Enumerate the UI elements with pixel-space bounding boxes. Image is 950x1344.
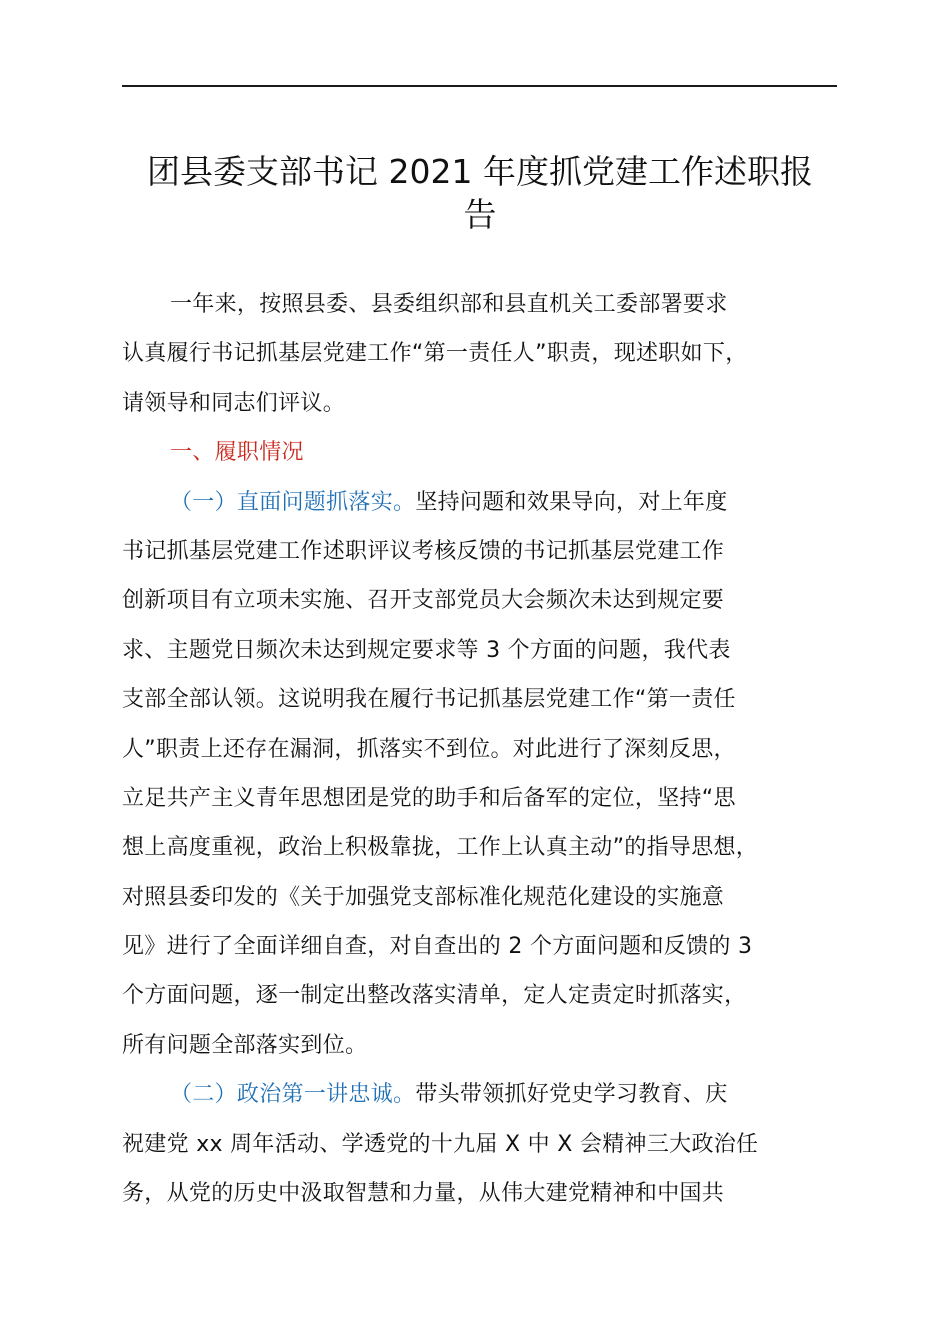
paragraph-line: 书记抓基层党建工作述职评议考核反馈的书记抓基层党建工作 bbox=[122, 538, 725, 564]
subsection-heading: （一）直面问题抓落实。 bbox=[170, 489, 416, 515]
intro-line: 一年来，按照县委、县委组织部和县直机关工委部署要求 bbox=[170, 292, 728, 317]
paragraph-line bbox=[122, 1070, 862, 1119]
section-heading: 一、履职情况 bbox=[170, 440, 304, 466]
paragraph-line: 求、主题党日频次未达到规定要求等 3 个方面的问题，我代表 bbox=[122, 637, 731, 663]
paragraph-line: 对照县委印发的《关于加强党支部标准化规范化建设的实施意 bbox=[122, 884, 725, 910]
document-body bbox=[122, 280, 862, 1218]
paragraph-line: 务，从党的历史中汲取智慧和力量，从伟大建党精神和中国共 bbox=[122, 1181, 725, 1207]
paragraph-line: 立足共产主义青年思想团是党的助手和后备军的定位，坚持“思 bbox=[122, 785, 736, 811]
subsection-heading: （二）政治第一讲忠诚。 bbox=[170, 1082, 416, 1108]
document-title bbox=[100, 150, 860, 236]
paragraph-line bbox=[122, 478, 862, 527]
paragraph-text: 坚持问题和效果导向，对上年度 bbox=[415, 489, 728, 515]
paragraph-line: 创新项目有立项未实施、召开支部党员大会频次未达到规定要 bbox=[122, 588, 725, 614]
paragraph-text: 带头带领抓好党史学习教育、庆 bbox=[415, 1082, 728, 1108]
title-line-2: 告 bbox=[463, 195, 497, 234]
paragraph-line: 见》进行了全面详细自查，对自查出的 2 个方面问题和反馈的 3 bbox=[122, 934, 753, 960]
paragraph-line: 想上高度重视，政治上积极靠拢，工作上认真主动”的指导思想， bbox=[122, 835, 759, 861]
header-rule bbox=[122, 85, 837, 87]
paragraph-line: 支部全部认领。这说明我在履行书记抓基层党建工作“第一责任 bbox=[122, 687, 736, 713]
intro-line: 请领导和同志们评议。 bbox=[122, 390, 346, 416]
paragraph-line: 个方面问题，逐一制定出整改落实清单，定人定责定时抓落实， bbox=[122, 983, 747, 1009]
paragraph-line: 人”职责上还存在漏洞，抓落实不到位。对此进行了深刻反思， bbox=[122, 736, 736, 762]
title-line-1: 团县委支部书记 2021 年度抓党建工作述职报 bbox=[147, 152, 813, 191]
paragraph-line: 祝建党 xx 周年活动、学透党的十九届 X 中 X 会精神三大政治任 bbox=[122, 1131, 759, 1157]
intro-line: 认真履行书记抓基层党建工作“第一责任人”职责，现述职如下， bbox=[122, 341, 748, 367]
paragraph-line: 所有问题全部落实到位。 bbox=[122, 1032, 368, 1058]
